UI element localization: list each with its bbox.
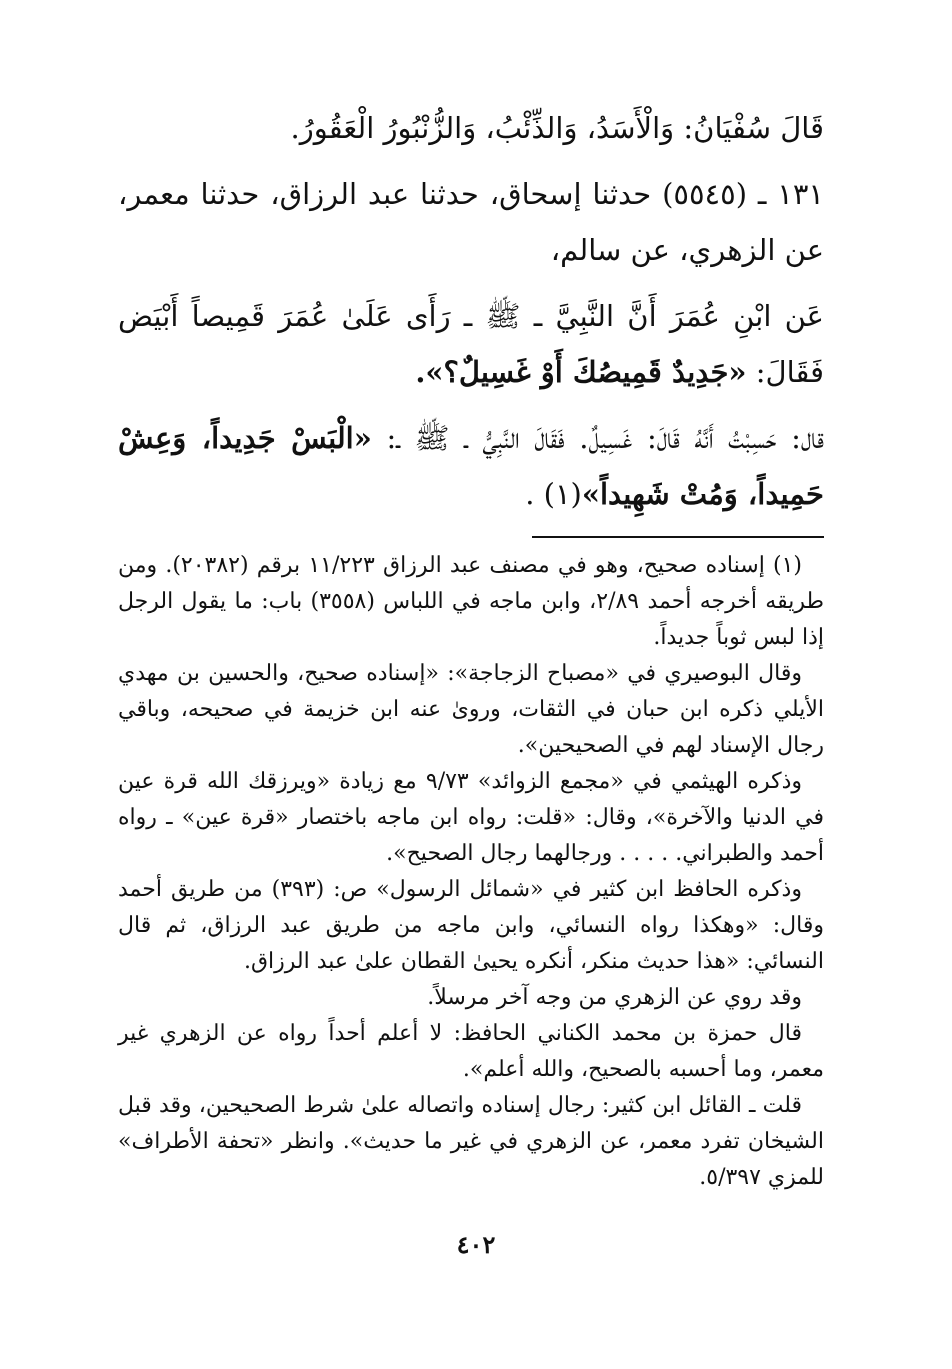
page-body (118, 100, 824, 1196)
footnote-paragraph: (١) إسناده صحيح، وهو في مصنف عبد الرزاق ١١/٢٢٣ برقم (٢٠٣٨٢). ومن طريقه أخرجه أحمد ٢/٨٩، وابن ماجه في اللباس (٣٥٥٨) باب: ما يقول الرجل إذا لبس ثوباً جديداً. (118, 553, 824, 650)
hadith-matn-answer (118, 410, 824, 522)
footnote-paragraph: وذكره الحافظ ابن كثير في «شمائل الرسول» ص: (٣٩٣) من طريق أحمد وقال: «وهكذا رواه النسائي، وابن ماجه من طريق عبد الرزاق، ثم قال النسائي: «هذا حديث منكر، أنكره يحيىٰ القطان علىٰ عبد الرزاق. (118, 877, 825, 974)
footnote-separator (532, 536, 824, 538)
matn-answer-lead: قال: حَسِبْتُ أَنَّهُ قَالَ: غَسِيلٌ. فَقَالَ النَّبِيُّ ـ ﷺ ـ: (371, 421, 824, 455)
footnote-paragraph: قال حمزة بن محمد الكناني الحافظ: لا أعلم أحداً رواه عن الزهري غير معمر، وما أحسبه بالصحيح، والله أعلم». (118, 1021, 824, 1082)
footnote-paragraph: قلت ـ القائل ابن كثير: رجال إسناده واتصاله علىٰ شرط الصحيحين، وقد قبل الشيخان تفرد معمر، عن الزهري في غير ما حديث». وانظر «تحفة الأطراف» للمزي ٥/٣٩٧. (118, 1093, 824, 1190)
footnotes (118, 548, 824, 1196)
footnote-paragraph: وقال البوصيري في «مصباح الزجاجة»: «إسناده صحيح، والحسين بن مهدي الأيلي ذكره ابن حبان في الثقات، وروىٰ عنه ابن خزيمة في صحيحه، وباقي رجال الإسناد لهم في الصحيحين». (118, 661, 824, 758)
footnote-paragraph: وقد روي عن الزهري من وجه آخر مرسلاً. (427, 985, 802, 1010)
footnote-marker: (١) . (525, 477, 582, 511)
hadith-matn-question (118, 288, 824, 400)
page-number: ٤٠٢ (456, 1230, 496, 1259)
hadith-isnad: ١٣١ ـ (٥٥٤٥) حدثنا إسحاق، حدثنا عبد الرزاق، حدثنا معمر، عن الزهري، عن سالم، (118, 177, 825, 267)
matn-question-lead: عَن ابْنِ عُمَرَ أَنَّ النَّبِيَّ ـ ﷺ ـ رَأَى عَلَىٰ عُمَرَ قَمِيصاً أَبْيَض فَقَالَ: (118, 299, 824, 389)
matn-answer-quote: «الْبَسْ جَدِيداً، وَعِشْ حَمِيداً، وَمُتْ شَهِيداً» (118, 421, 824, 511)
matn-question-quote: «جَدِيدٌ قَمِيصُكَ أَوْ غَسِيلٌ؟». (415, 355, 747, 389)
footnote-paragraph: وذكره الهيثمي في «مجمع الزوائد» ٩/٧٣ مع زيادة «ويرزقك الله قرة عين في الدنيا والآخرة»، وقال: «قلت: رواه ابن ماجه باختصار «قرة عين» ـ رواه أحمد والطبراني. . . . . ورجالهما رجال الصحيح». (118, 769, 824, 866)
hadith-text (118, 100, 824, 522)
hadith-line-sufyan: قَالَ سُفْيَانُ: وَالْأَسَدُ، وَالذِّئْبُ، وَالزُّنْبُورُ الْعَقُورُ. (290, 111, 824, 145)
